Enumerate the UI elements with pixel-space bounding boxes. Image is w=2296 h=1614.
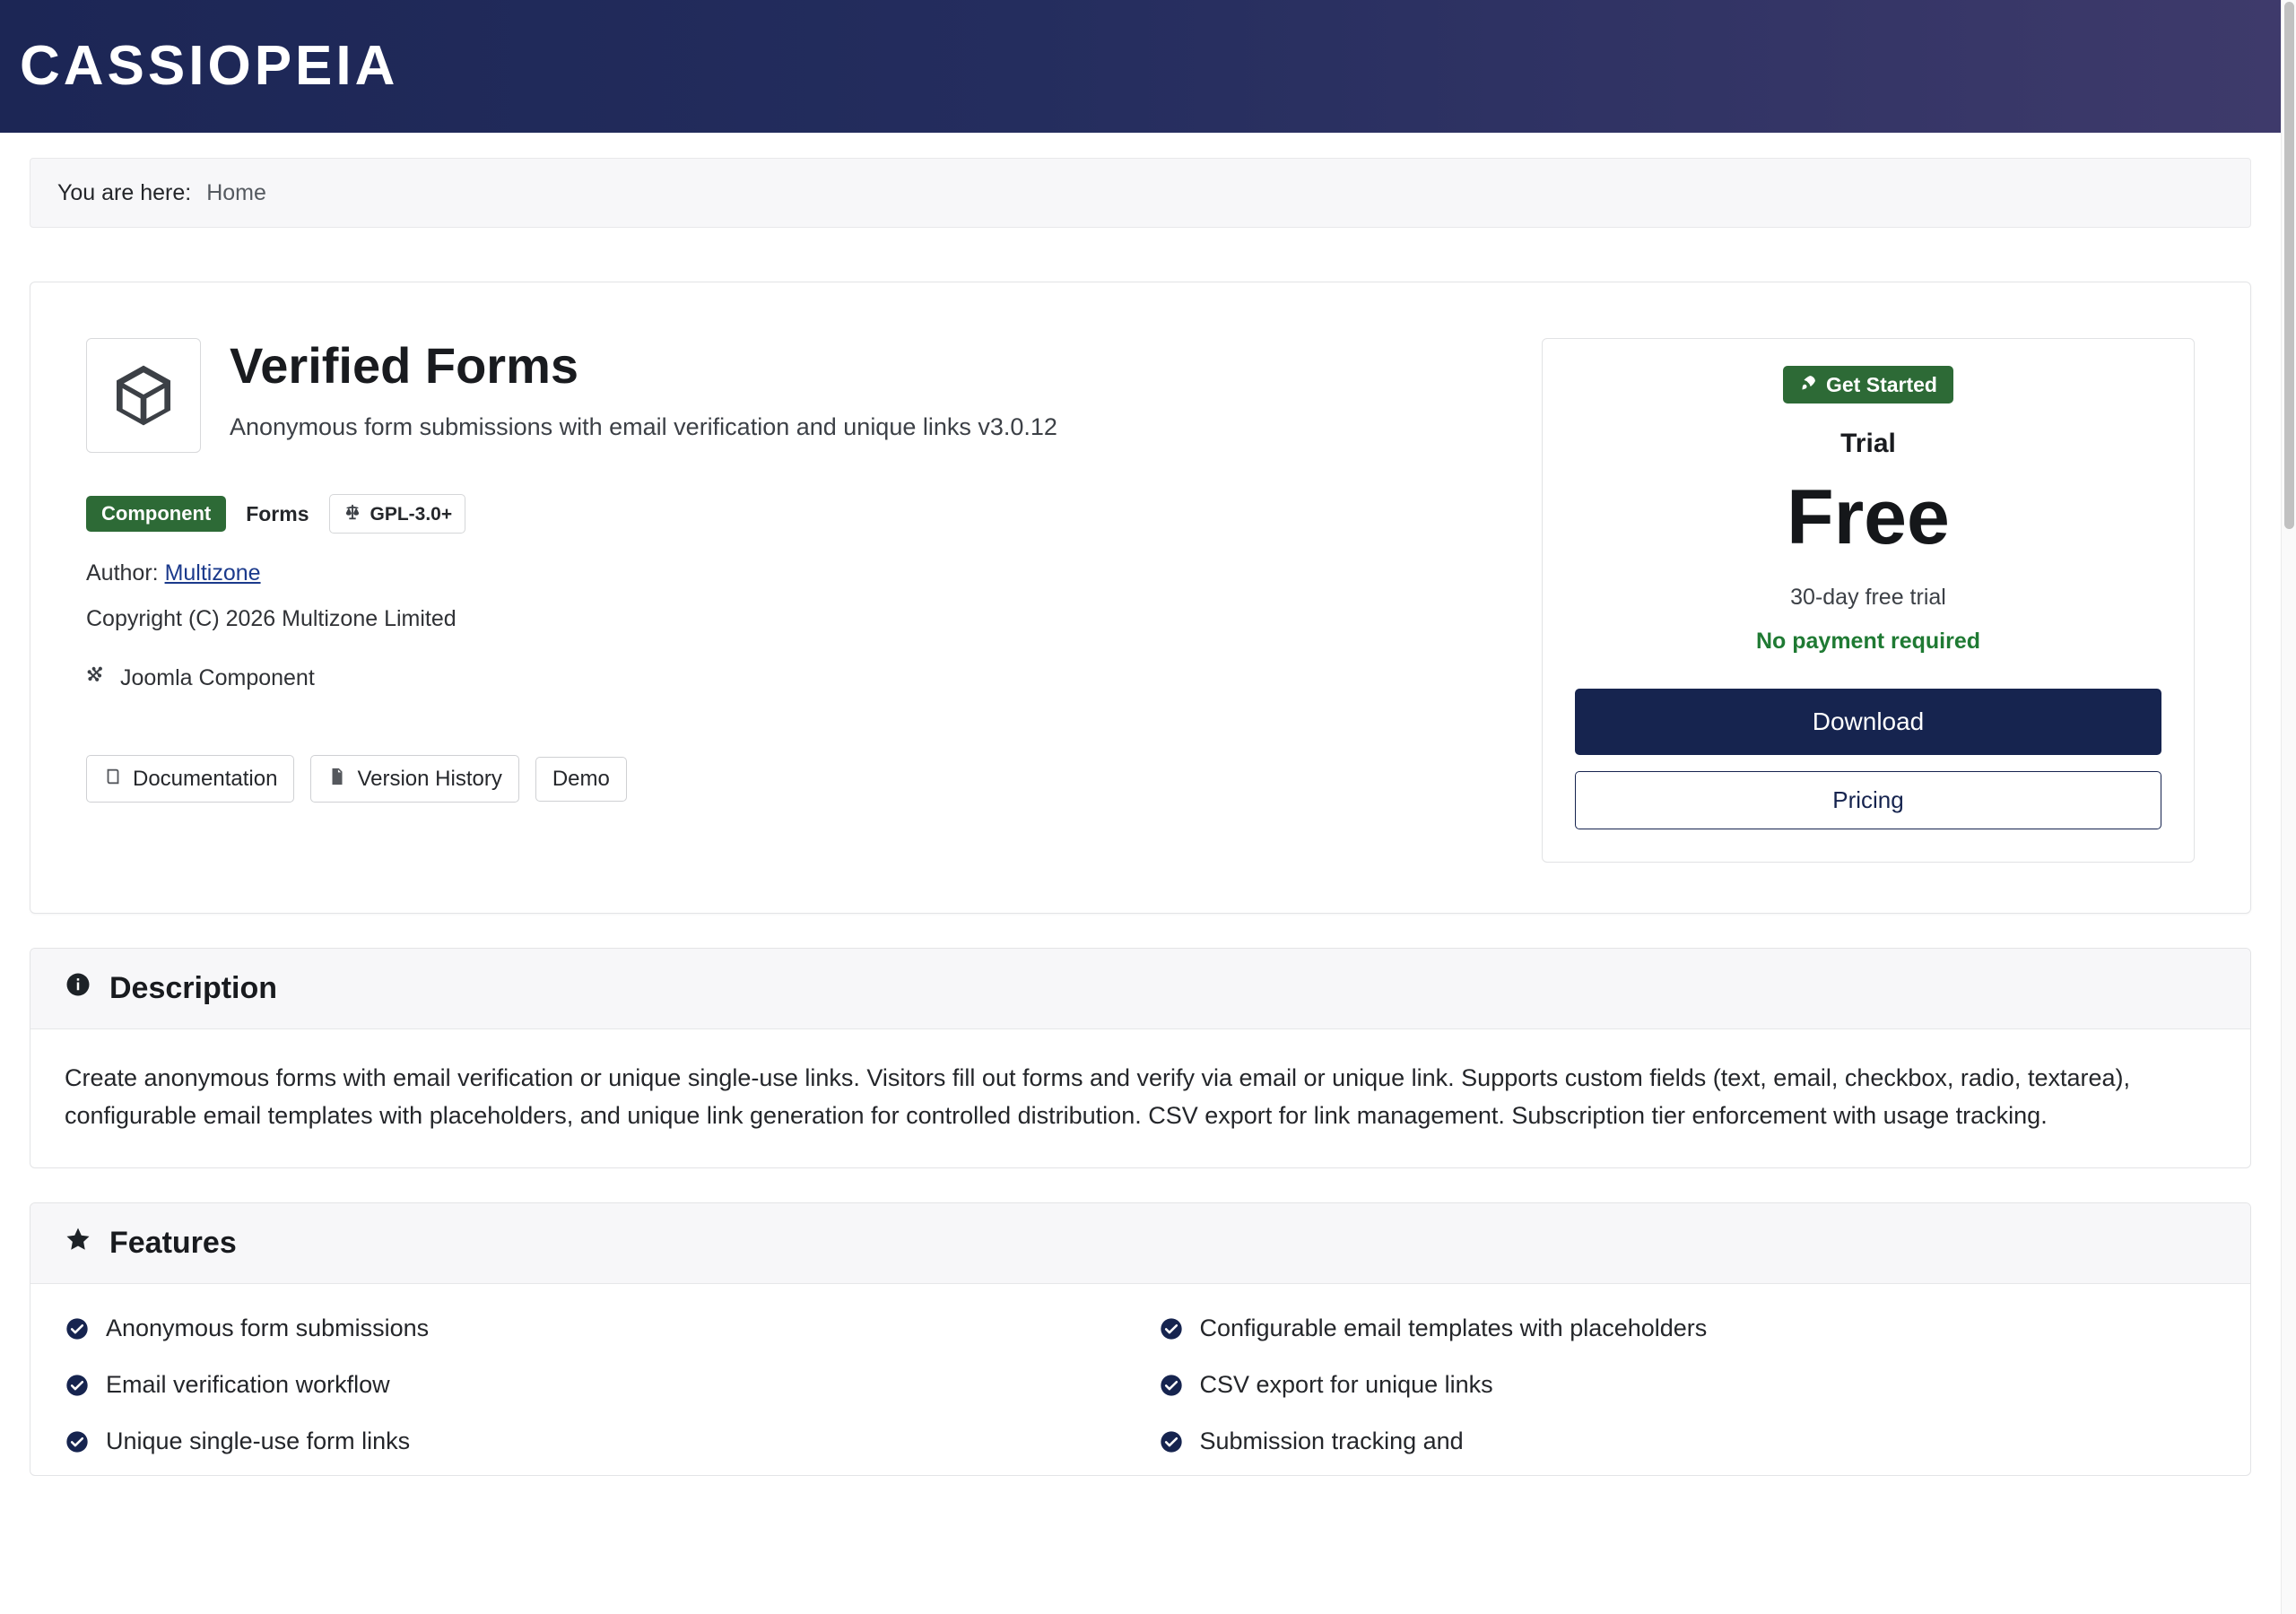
check-icon bbox=[1159, 1429, 1184, 1454]
check-icon bbox=[65, 1373, 90, 1398]
list-item bbox=[65, 1426, 1123, 1457]
demo-label: Demo bbox=[552, 766, 610, 791]
package-icon bbox=[86, 338, 201, 453]
copyright-line: Copyright (C) 2026 Multizone Limited bbox=[86, 606, 457, 631]
demo-button[interactable] bbox=[535, 757, 627, 802]
list-item bbox=[65, 1369, 1123, 1401]
extension-header bbox=[86, 338, 1506, 453]
page-title: Verified Forms bbox=[230, 337, 579, 394]
rocket-icon bbox=[1799, 374, 1817, 395]
pricing-card bbox=[1542, 338, 2195, 863]
tier-name: Trial bbox=[1840, 429, 1896, 458]
list-item bbox=[1159, 1313, 2217, 1344]
list-item bbox=[1159, 1426, 2217, 1457]
author-label: Author: bbox=[86, 560, 159, 586]
badge-license bbox=[329, 494, 466, 534]
star-icon bbox=[65, 1226, 91, 1261]
get-started-badge bbox=[1783, 366, 1953, 404]
description-title: Description bbox=[109, 971, 278, 1005]
site-brand[interactable]: CASSIOPEIA bbox=[20, 35, 399, 97]
extension-summary-card bbox=[30, 282, 2251, 914]
resource-links bbox=[86, 755, 1506, 803]
features-panel bbox=[30, 1202, 2251, 1476]
feature-label: Configurable email templates with placeholders bbox=[1199, 1314, 1708, 1341]
badge-category: Forms bbox=[246, 501, 309, 525]
pricing-button[interactable]: Pricing bbox=[1575, 771, 2161, 829]
info-icon bbox=[65, 971, 91, 1006]
platform-line bbox=[86, 664, 1506, 692]
platform-label: Joomla Component bbox=[120, 665, 315, 690]
description-text: Create anonymous forms with email verification or unique single-use links. Visitors fill out forms and verify via email or unique link. Supports custom fields (text, email, checkbox, radio, textarea), configurable email templates with placeholders, and unique link generation for controlled distribution. CSV export for link management. Subscription tier enforcement with usage tracking. bbox=[65, 1064, 2130, 1129]
joomla-icon bbox=[86, 664, 108, 692]
list-item bbox=[1159, 1369, 2217, 1401]
breadcrumb bbox=[30, 158, 2251, 228]
tier-price: Free bbox=[1787, 474, 1950, 560]
documentation-button[interactable] bbox=[86, 755, 294, 803]
documentation-label: Documentation bbox=[133, 766, 278, 791]
extension-info bbox=[86, 338, 1506, 803]
features-title: Features bbox=[109, 1225, 237, 1260]
author-link[interactable]: Multizone bbox=[164, 560, 261, 586]
check-icon bbox=[65, 1316, 90, 1341]
check-icon bbox=[65, 1429, 90, 1454]
author-line bbox=[86, 560, 1506, 586]
scrollbar-thumb[interactable] bbox=[2284, 2, 2294, 529]
download-button[interactable]: Download bbox=[1575, 689, 2161, 755]
extension-subtitle: Anonymous form submissions with email verification and unique links v3.0.12 bbox=[230, 412, 1057, 440]
scale-icon bbox=[343, 502, 362, 525]
page-scrollbar[interactable] bbox=[2281, 0, 2296, 1614]
version-history-label: Version History bbox=[357, 766, 502, 791]
no-payment-note: No payment required bbox=[1755, 629, 1981, 654]
feature-label: Anonymous form submissions bbox=[106, 1314, 430, 1341]
description-heading bbox=[30, 949, 2250, 1029]
site-header bbox=[0, 0, 2281, 133]
breadcrumb-label: You are here: bbox=[57, 179, 192, 205]
file-icon bbox=[327, 767, 347, 791]
badge-type: Component bbox=[86, 496, 226, 532]
badge-row bbox=[86, 494, 1506, 534]
book-icon bbox=[103, 767, 123, 791]
list-item bbox=[65, 1313, 1123, 1344]
feature-label: Submission tracking and bbox=[1199, 1427, 1464, 1454]
breadcrumb-item-home[interactable]: Home bbox=[206, 179, 266, 205]
feature-label: CSV export for unique links bbox=[1199, 1370, 1493, 1398]
description-panel bbox=[30, 948, 2251, 1168]
check-icon bbox=[1159, 1373, 1184, 1398]
features-list bbox=[30, 1284, 2250, 1475]
feature-label: Unique single-use form links bbox=[106, 1427, 411, 1454]
tier-note: 30-day free trial bbox=[1790, 585, 1946, 610]
check-icon bbox=[1159, 1316, 1184, 1341]
get-started-label: Get Started bbox=[1826, 372, 1937, 396]
badge-license-label: GPL-3.0+ bbox=[370, 503, 453, 525]
feature-label: Email verification workflow bbox=[106, 1370, 390, 1398]
features-heading bbox=[30, 1203, 2250, 1284]
version-history-button[interactable] bbox=[310, 755, 518, 803]
